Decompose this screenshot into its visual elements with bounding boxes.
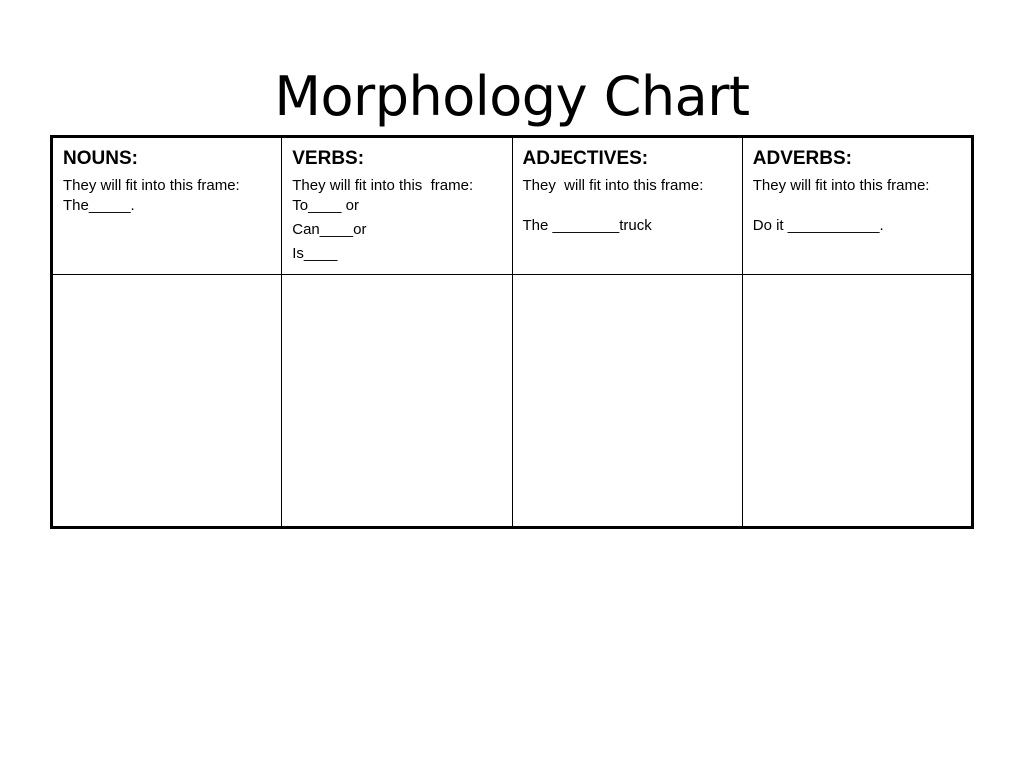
nouns-answer-cell (52, 275, 282, 528)
adjectives-frame-label: They will fit into this frame: (522, 177, 704, 194)
slide-title: Morphology Chart (274, 65, 750, 128)
verbs-answer-cell (282, 275, 512, 528)
adjectives-heading: ADJECTIVES: (522, 148, 649, 169)
answer-row (52, 275, 973, 528)
verbs-column-header (282, 137, 512, 275)
adjectives-answer-cell (512, 275, 742, 528)
verbs-frame-example-to: To____ or (292, 197, 359, 214)
morphology-table (50, 135, 974, 529)
adverbs-column-header (742, 137, 972, 275)
verbs-frame-example-is: Is____ (292, 245, 338, 262)
verbs-heading: VERBS: (292, 148, 365, 169)
adverbs-frame-label: They will fit into this frame: (752, 177, 930, 194)
adjectives-frame-example: The ________truck (522, 217, 652, 234)
adverbs-frame-example: Do it ___________. (752, 217, 884, 234)
verbs-frame-label: They will fit into this frame: (292, 177, 474, 194)
nouns-column-header (52, 137, 282, 275)
verbs-frame-example-can: Can____or (292, 221, 367, 238)
adverbs-answer-cell (742, 275, 972, 528)
nouns-frame-example: The_____. (63, 197, 135, 214)
adjectives-column-header (512, 137, 742, 275)
header-row (52, 137, 973, 275)
adverbs-heading: ADVERBS: (752, 148, 852, 169)
nouns-heading: NOUNS: (63, 148, 138, 169)
nouns-frame-label: They will fit into this frame: (63, 177, 240, 194)
